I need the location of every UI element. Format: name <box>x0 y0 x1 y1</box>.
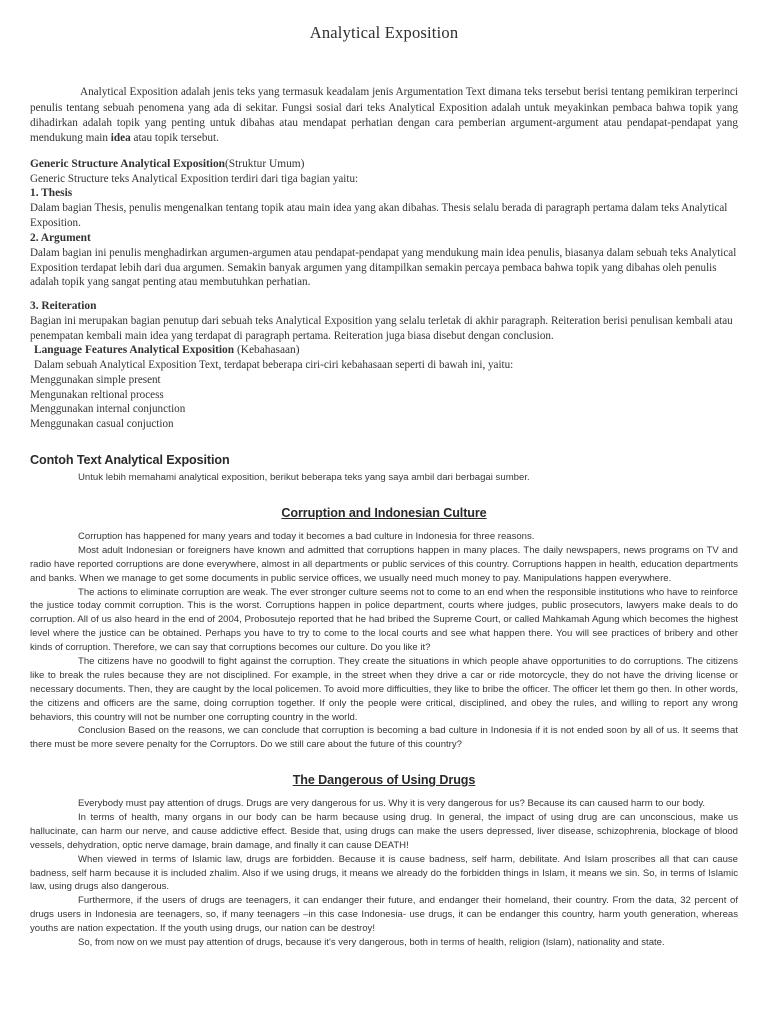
language-feature-item-1: Menggunakan simple present <box>30 374 161 387</box>
example-one-paragraph-4: The citizens have no goodwill to fight against the corruption. They create the situations in which people ahave opportunities to do corruptions. The citizens like to break the rules because they are not disciplined. For example, in the street when they drive a car or ride motorcycle, they do not have the driving license or necessary documents. Then, they are caught by the local policemen. To avoid more difficulties, they like to bribe the officer. The officer let them go then. In other words, the citizens and officers are the same, doing corruption together. If only the people were critical, disciplined, and obey the rules, and willing to report any wrong behaviors, this country will not be number one corrupting country in the world. <box>30 656 738 723</box>
spacer-example-one-title <box>30 485 738 504</box>
intro-bold-word: idea <box>110 131 131 144</box>
example-one-paragraph-5: Conclusion Based on the reasons, we can conclude that corruption is becoming a bad culture in Indonesia if it is not ended soon by all of us. It seems that there must be more severe penalty for the Corruptors. Do we still care about the future of this country? <box>30 725 738 751</box>
example-two-paragraph-4: Furthermore, if the users of drugs are teenagers, it can endanger their future, and endanger their homeland, their country. From the data, 32 percent of drugs users in Indonesia are teenagers, so, if many teenagers –in this case Indonesia- use drugs, it can be endanger this country, harm youth generation, whereas youths are nation expectation. If the youth using drugs, our nation can be destroy! <box>30 895 738 935</box>
examples-section <box>30 432 738 950</box>
thesis-body: Dalam bagian Thesis, penulis mengenalkan tentang topik atau main idea yang akan dibahas. Thesis selalu berada di paragraph pertama dalam teks Analytical Exposition. <box>30 202 728 230</box>
example-two-title: The Dangerous of Using Drugs <box>292 773 476 788</box>
spacer-example-two-title <box>30 752 738 771</box>
example-two-paragraph-2: In terms of health, many organs in our body can be harm because using drug. In general, the impact of using drug are can unconscious, make us hallucinate, can harm our nerve, and cause addictive effect. Beside that, using drugs can make the users depressed, liver disease, schizophrenia, blockage of blood vessels, dehydration, optic nerve damage, brain damage, and finally it can cause DEATH! <box>30 812 738 851</box>
intro-paragraph <box>30 85 738 145</box>
thesis-heading: 1. Thesis <box>30 187 73 200</box>
generic-structure-heading-suffix: (Struktur Umum) <box>225 157 305 170</box>
example-two-paragraph-1: Everybody must pay attention of drugs. Drugs are very dangerous for us. Why it is very dangerous for us? Because its can caused harm to our body. <box>78 798 706 810</box>
spacer-before-examples <box>30 432 738 452</box>
generic-structure-heading-bold: Generic Structure Analytical Exposition <box>30 157 226 170</box>
example-one-paragraph-3: The actions to eliminate corruption are weak. The ever stronger culture seems not to come to an end when the responsible institutions who have to reinforce the justice today commit corruption. This is the worst. Corruptions happen in police department, courts where judges, public prosecutors, lawyers make deals to do corruption. All of us also heard in the end of 2004, Probosutejo reported that he had bribed the Supreme Court, or called Mahkamah Agung which becomes the highest level where the justice can be obtained. Perhaps you have to try to come to the local courts and see what happen there. You will see practices of bribery and other kinds of corruption. Therefore, we can say that corruptions becomes our culture. Do you like it? <box>30 586 738 654</box>
spacer-example-one-body <box>30 523 738 530</box>
language-features-heading-bold: Language Features Analytical Exposition <box>34 344 235 357</box>
spacer-before-reiteration <box>30 290 738 299</box>
example-one-title: Corruption and Indonesian Culture <box>281 506 487 521</box>
language-feature-item-3: Menggunakan internal conjunction <box>30 403 186 416</box>
intro-text-part-1: Analytical Exposition adalah jenis teks yang termasuk keadalam jenis Argumentation Text dimana teks tersebut berisi tentang pemikiran terperinci penulis tentang sebuah penomena yang ada di sekitar. Fungsi sosial dari teks Analytical Exposition adalah untuk meyakinkan pembaca bahwa topik yang dihadirkan adalah topik yang penting untuk dibahas atau mendapat perhatian dengan cara pemberian argument-argument atau pendapat-pendapat yang mendukung main <box>30 86 738 144</box>
example-one-paragraph-2: Most adult Indonesian or foreigners have known and admitted that corruptions happen in many places. The daily newspapers, news programs on TV and radio have reported corruptions are done everywhere, almost in all departments or public services of this country. Corruptions happen in health, education departments and banks. When we manage to get some documents in public service offices, we usually need much money to pay. Manipulations happen everywhere. <box>30 544 738 584</box>
argument-heading: 2. Argument <box>30 231 91 244</box>
example-two-paragraph-5: So, from now on we must pay attention of drugs, because it's very dangerous, both in terms of health, religion (Islam), nationality and state. <box>78 937 665 949</box>
page-title: Analytical Exposition <box>309 23 459 42</box>
examples-subtitle: Untuk lebih memahami analytical exposition, berikut beberapa teks yang saya ambil dari berbagai sumber. <box>78 472 530 484</box>
reiteration-body: Bagian ini merupakan bagian penutup dari sebuah teks Analytical Exposition yang selalu terletak di akhir paragraph. Reiteration berisi penulisan kembali atau penempatan kembali main idea yang terdapat di paragraph pertama. Reiteration juga biasa disebut dengan conclusion. <box>30 314 733 342</box>
reiteration-heading: 3. Reiteration <box>30 299 97 312</box>
argument-body: Dalam bagian ini penulis menghadirkan argumen-argumen atau pendapat-pendapat yang mendukung main idea penulis, biasanya dalam sebuah teks Analytical Exposition terdapat lebih dari dua argumen. Semakin banyak argumen yang ditampilkan semakin percaya pembaca bahwa topik yang dibahas oleh penulis adalah topik yang sangat penting atau membutuhkan perhatian. <box>30 246 737 289</box>
language-feature-item-4: Menggunakan casual conjuction <box>30 417 174 430</box>
language-features-heading-suffix: (Kebahasaan) <box>234 344 300 357</box>
example-one-paragraph-1: Corruption has happened for many years and today it becomes a bad culture in Indonesia for three reasons. <box>78 531 535 542</box>
spacer-example-two-body <box>30 790 738 797</box>
intro-text-part-2: atau topik tersebut. <box>130 131 219 144</box>
language-features-heading <box>30 343 738 358</box>
language-feature-item-2: Mengunakan reltional process <box>30 388 164 401</box>
generic-structure-heading <box>30 157 738 172</box>
examples-heading: Contoh Text Analytical Exposition <box>30 452 230 467</box>
language-features-lead: Dalam sebuah Analytical Exposition Text, terdapat beberapa ciri-ciri kebahasaan seperti di bawah ini, yaitu: <box>34 359 514 372</box>
generic-structure-lead: Generic Structure teks Analytical Exposition terdiri dari tiga bagian yaitu: <box>30 172 359 185</box>
serif-section <box>30 22 738 432</box>
example-two-paragraph-3: When viewed in terms of Islamic law, drugs are forbidden. Because it is cause badness, self harm, debilitate. And Islam proscribes all that can cause badness, self harm because it is included zhalim. Also if we using drugs, it means we already do the forbidden things in Islam, it means we sin. So, in terms of Islamic law, using drugs also dangerous. <box>30 853 738 893</box>
